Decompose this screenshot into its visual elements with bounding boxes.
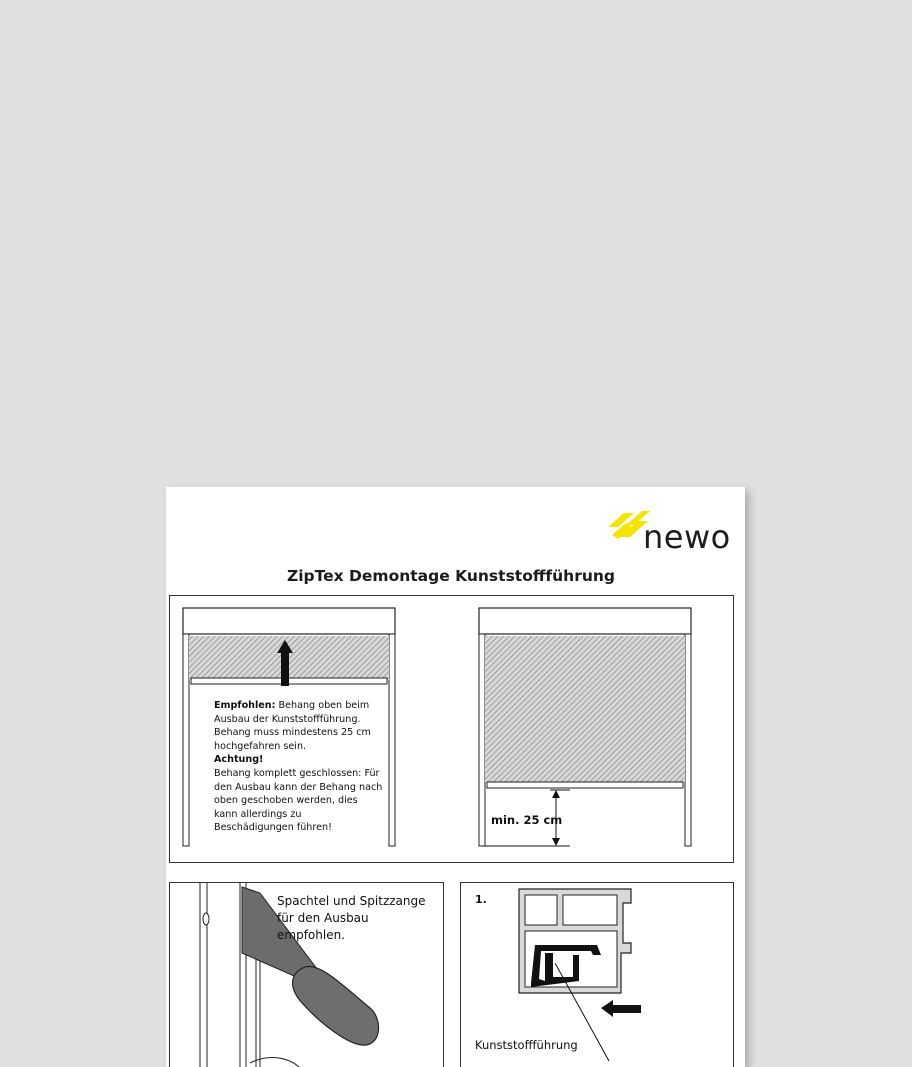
panel-tools [169,882,444,1067]
recommendation-note [214,699,384,835]
brand-name: newo [643,518,731,556]
recommended-label: Empfohlen: [214,700,276,711]
page-title: ZipTex Demontage Kunststoffführung [286,567,616,585]
guide-caption: Kunststoffführung [475,1038,578,1052]
panel-step-1 [460,882,734,1067]
min-height-label: min. 25 cm [491,813,563,827]
tools-recommendation-text: Spachtel und Spitzzange für den Ausbau empfohlen. [277,894,426,942]
warning-label: Achtung! [214,754,264,766]
document-page [166,487,745,1067]
panel-install-overview [169,595,734,863]
recommended-text: Behang oben beim Ausbau der Kunststoffführung. Behang muss mindestens 25 cm hochgefahren sein. [214,700,371,752]
warning-text: Behang komplett geschlossen: Für den Ausbau kann der Behang nach oben geschoben werden, dies kann allerdings zu Beschädigungen führen! [214,767,383,834]
step-number: 1. [475,893,487,906]
